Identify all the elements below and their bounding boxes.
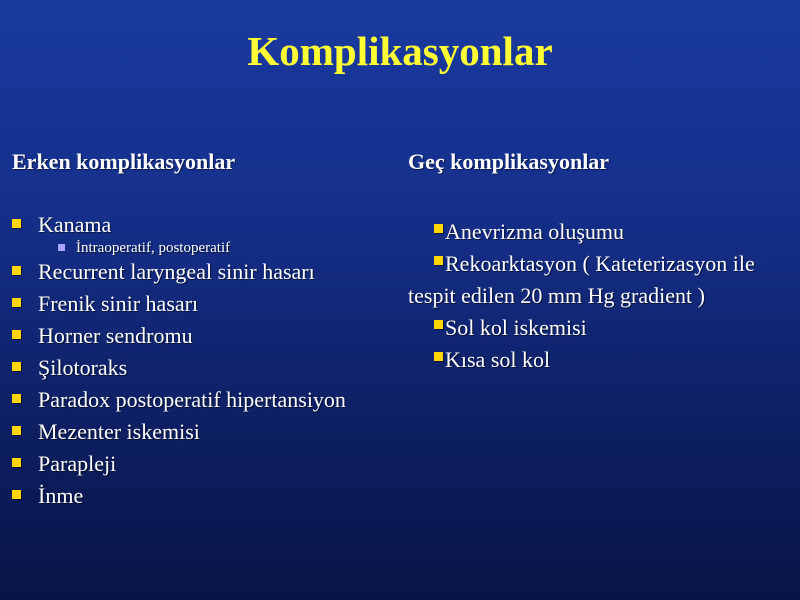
list-item-label: Kanama [38, 212, 112, 237]
list-item [10, 259, 390, 284]
square-bullet-icon [12, 298, 21, 307]
square-bullet-icon [434, 256, 443, 265]
early-complications-heading: Erken komplikasyonlar [12, 149, 236, 174]
list-item [10, 291, 390, 316]
square-bullet-icon [434, 320, 443, 329]
list-item [10, 451, 390, 476]
late-complications-heading: Geç komplikasyonlar [408, 149, 610, 174]
square-bullet-icon [12, 362, 21, 371]
list-item [10, 355, 390, 380]
square-bullet-icon [12, 394, 21, 403]
list-item [408, 312, 793, 344]
early-complications-list [10, 212, 390, 515]
list-item [408, 248, 793, 312]
late-complications-list [408, 216, 793, 376]
square-bullet-icon [434, 352, 443, 361]
list-item [408, 216, 793, 248]
square-bullet-icon [12, 458, 21, 467]
list-item [10, 387, 390, 412]
list-item-label: Sol kol iskemisi [445, 315, 587, 340]
square-bullet-icon [12, 426, 21, 435]
sub-list [38, 239, 390, 257]
list-item [10, 483, 390, 508]
list-item-label: Şilotoraks [38, 355, 128, 380]
sub-list-item-label: İntraoperatif, postoperatif [76, 240, 231, 256]
square-bullet-icon [12, 266, 21, 275]
list-item-label: Rekoarktasyon ( Kateterizasyon ile tespit edilen 20 mm Hg gradient ) [408, 251, 755, 308]
square-bullet-icon [12, 219, 21, 228]
list-item-label: Anevrizma oluşumu [445, 219, 625, 244]
list-item-label: Paradox postoperatif hipertansiyon [38, 387, 346, 412]
square-bullet-icon [12, 330, 21, 339]
list-item-label: Horner sendromu [38, 323, 193, 348]
list-item [408, 344, 793, 376]
list-item-label: Frenik sinir hasarı [38, 291, 199, 316]
list-item [10, 419, 390, 444]
slide-title: Komplikasyonlar [247, 28, 553, 74]
list-item [10, 212, 390, 257]
list-item-label: Kısa sol kol [445, 347, 551, 372]
list-item-label: Parapleji [38, 451, 117, 476]
list-item-label: Recurrent laryngeal sinir hasarı [38, 259, 315, 284]
square-bullet-icon [434, 224, 443, 233]
list-item [10, 323, 390, 348]
square-sub-bullet-icon [58, 244, 65, 251]
list-item-label: İnme [38, 483, 84, 508]
sub-list-item [58, 239, 390, 257]
square-bullet-icon [12, 490, 21, 499]
list-item-label: Mezenter iskemisi [38, 419, 200, 444]
